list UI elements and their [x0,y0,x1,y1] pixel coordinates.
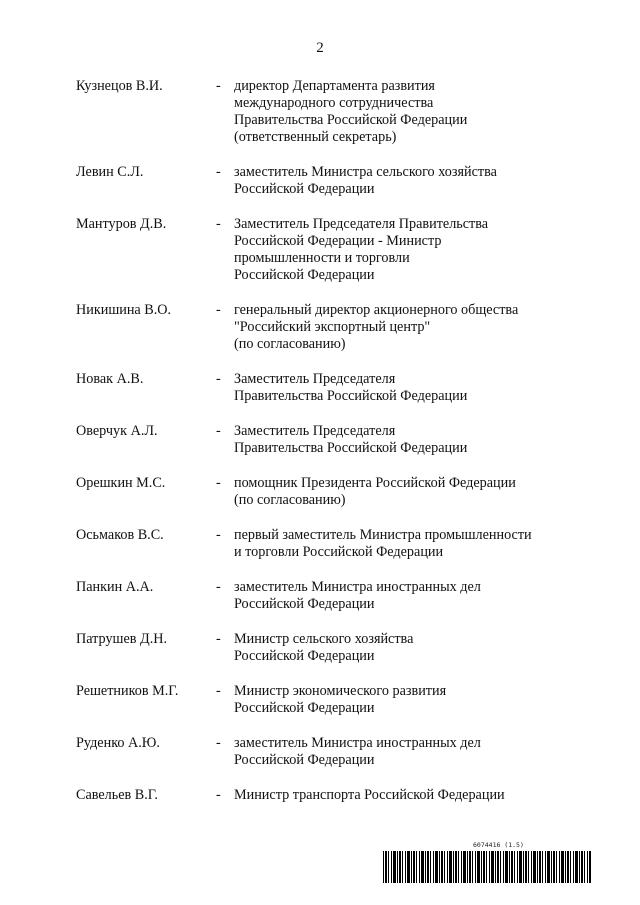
member-role: Министр экономического развития Российской Федерации [234,683,447,716]
member-dash: - [216,631,221,647]
member-name: Кузнецов В.И. [76,78,163,94]
member-row [76,216,576,284]
member-name: Панкин А.А. [76,579,154,595]
member-name: Орешкин М.С. [76,475,166,491]
member-row [76,423,576,457]
member-row [76,631,576,665]
member-row [76,735,576,769]
member-name: Оверчук А.Л. [76,423,158,439]
member-role: Министр транспорта Российской Федерации [234,787,505,803]
member-row [76,78,576,146]
member-roster [76,78,576,822]
member-dash: - [216,302,221,318]
member-row [76,164,576,198]
member-name: Руденко А.Ю. [76,735,160,751]
member-name: Левин С.Л. [76,164,144,180]
member-dash: - [216,216,221,232]
member-dash: - [216,475,221,491]
member-name: Патрушев Д.Н. [76,631,168,647]
member-name: Осьмаков В.С. [76,527,164,543]
member-dash: - [216,527,221,543]
member-role: Заместитель Председателя Правительства Российской Федерации - Министр промышленности и торговли Российской Федерации [234,216,489,283]
member-row [76,683,576,717]
member-role: заместитель Министра сельского хозяйства Российской Федерации [234,164,497,197]
barcode-icon [383,851,591,883]
member-name: Решетников М.Г. [76,683,179,699]
member-row [76,475,576,509]
member-name: Савельев В.Г. [76,787,158,803]
member-role: помощник Президента Российской Федерации (по согласованию) [234,475,516,508]
member-role: Министр сельского хозяйства Российской Федерации [234,631,414,664]
member-role: заместитель Министра иностранных дел Российской Федерации [234,579,481,612]
member-dash: - [216,683,221,699]
member-row [76,579,576,613]
member-dash: - [216,735,221,751]
member-role: Заместитель Председателя Правительства Российской Федерации [234,371,468,404]
member-dash: - [216,78,221,94]
member-role: первый заместитель Министра промышленности и торговли Российской Федерации [234,527,532,560]
member-dash: - [216,579,221,595]
barcode-code: 6074416 (1.5) [473,841,524,849]
member-row [76,302,576,353]
member-row [76,787,576,804]
member-dash: - [216,423,221,439]
page-number: 2 [316,40,324,56]
member-dash: - [216,371,221,387]
member-row [76,527,576,561]
member-role: директор Департамента развития международного сотрудничества Правительства Российской Федерации (ответственный секретарь) [234,78,468,145]
member-role: генеральный директор акционерного общества "Российский экспортный центр" (по согласованию) [234,302,519,352]
member-role: Заместитель Председателя Правительства Российской Федерации [234,423,468,456]
member-row [76,371,576,405]
member-name: Никишина В.О. [76,302,172,318]
member-role: заместитель Министра иностранных дел Российской Федерации [234,735,481,768]
barcode [383,841,591,883]
member-name: Новак А.В. [76,371,144,387]
member-name: Мантуров Д.В. [76,216,167,232]
member-dash: - [216,787,221,803]
member-dash: - [216,164,221,180]
